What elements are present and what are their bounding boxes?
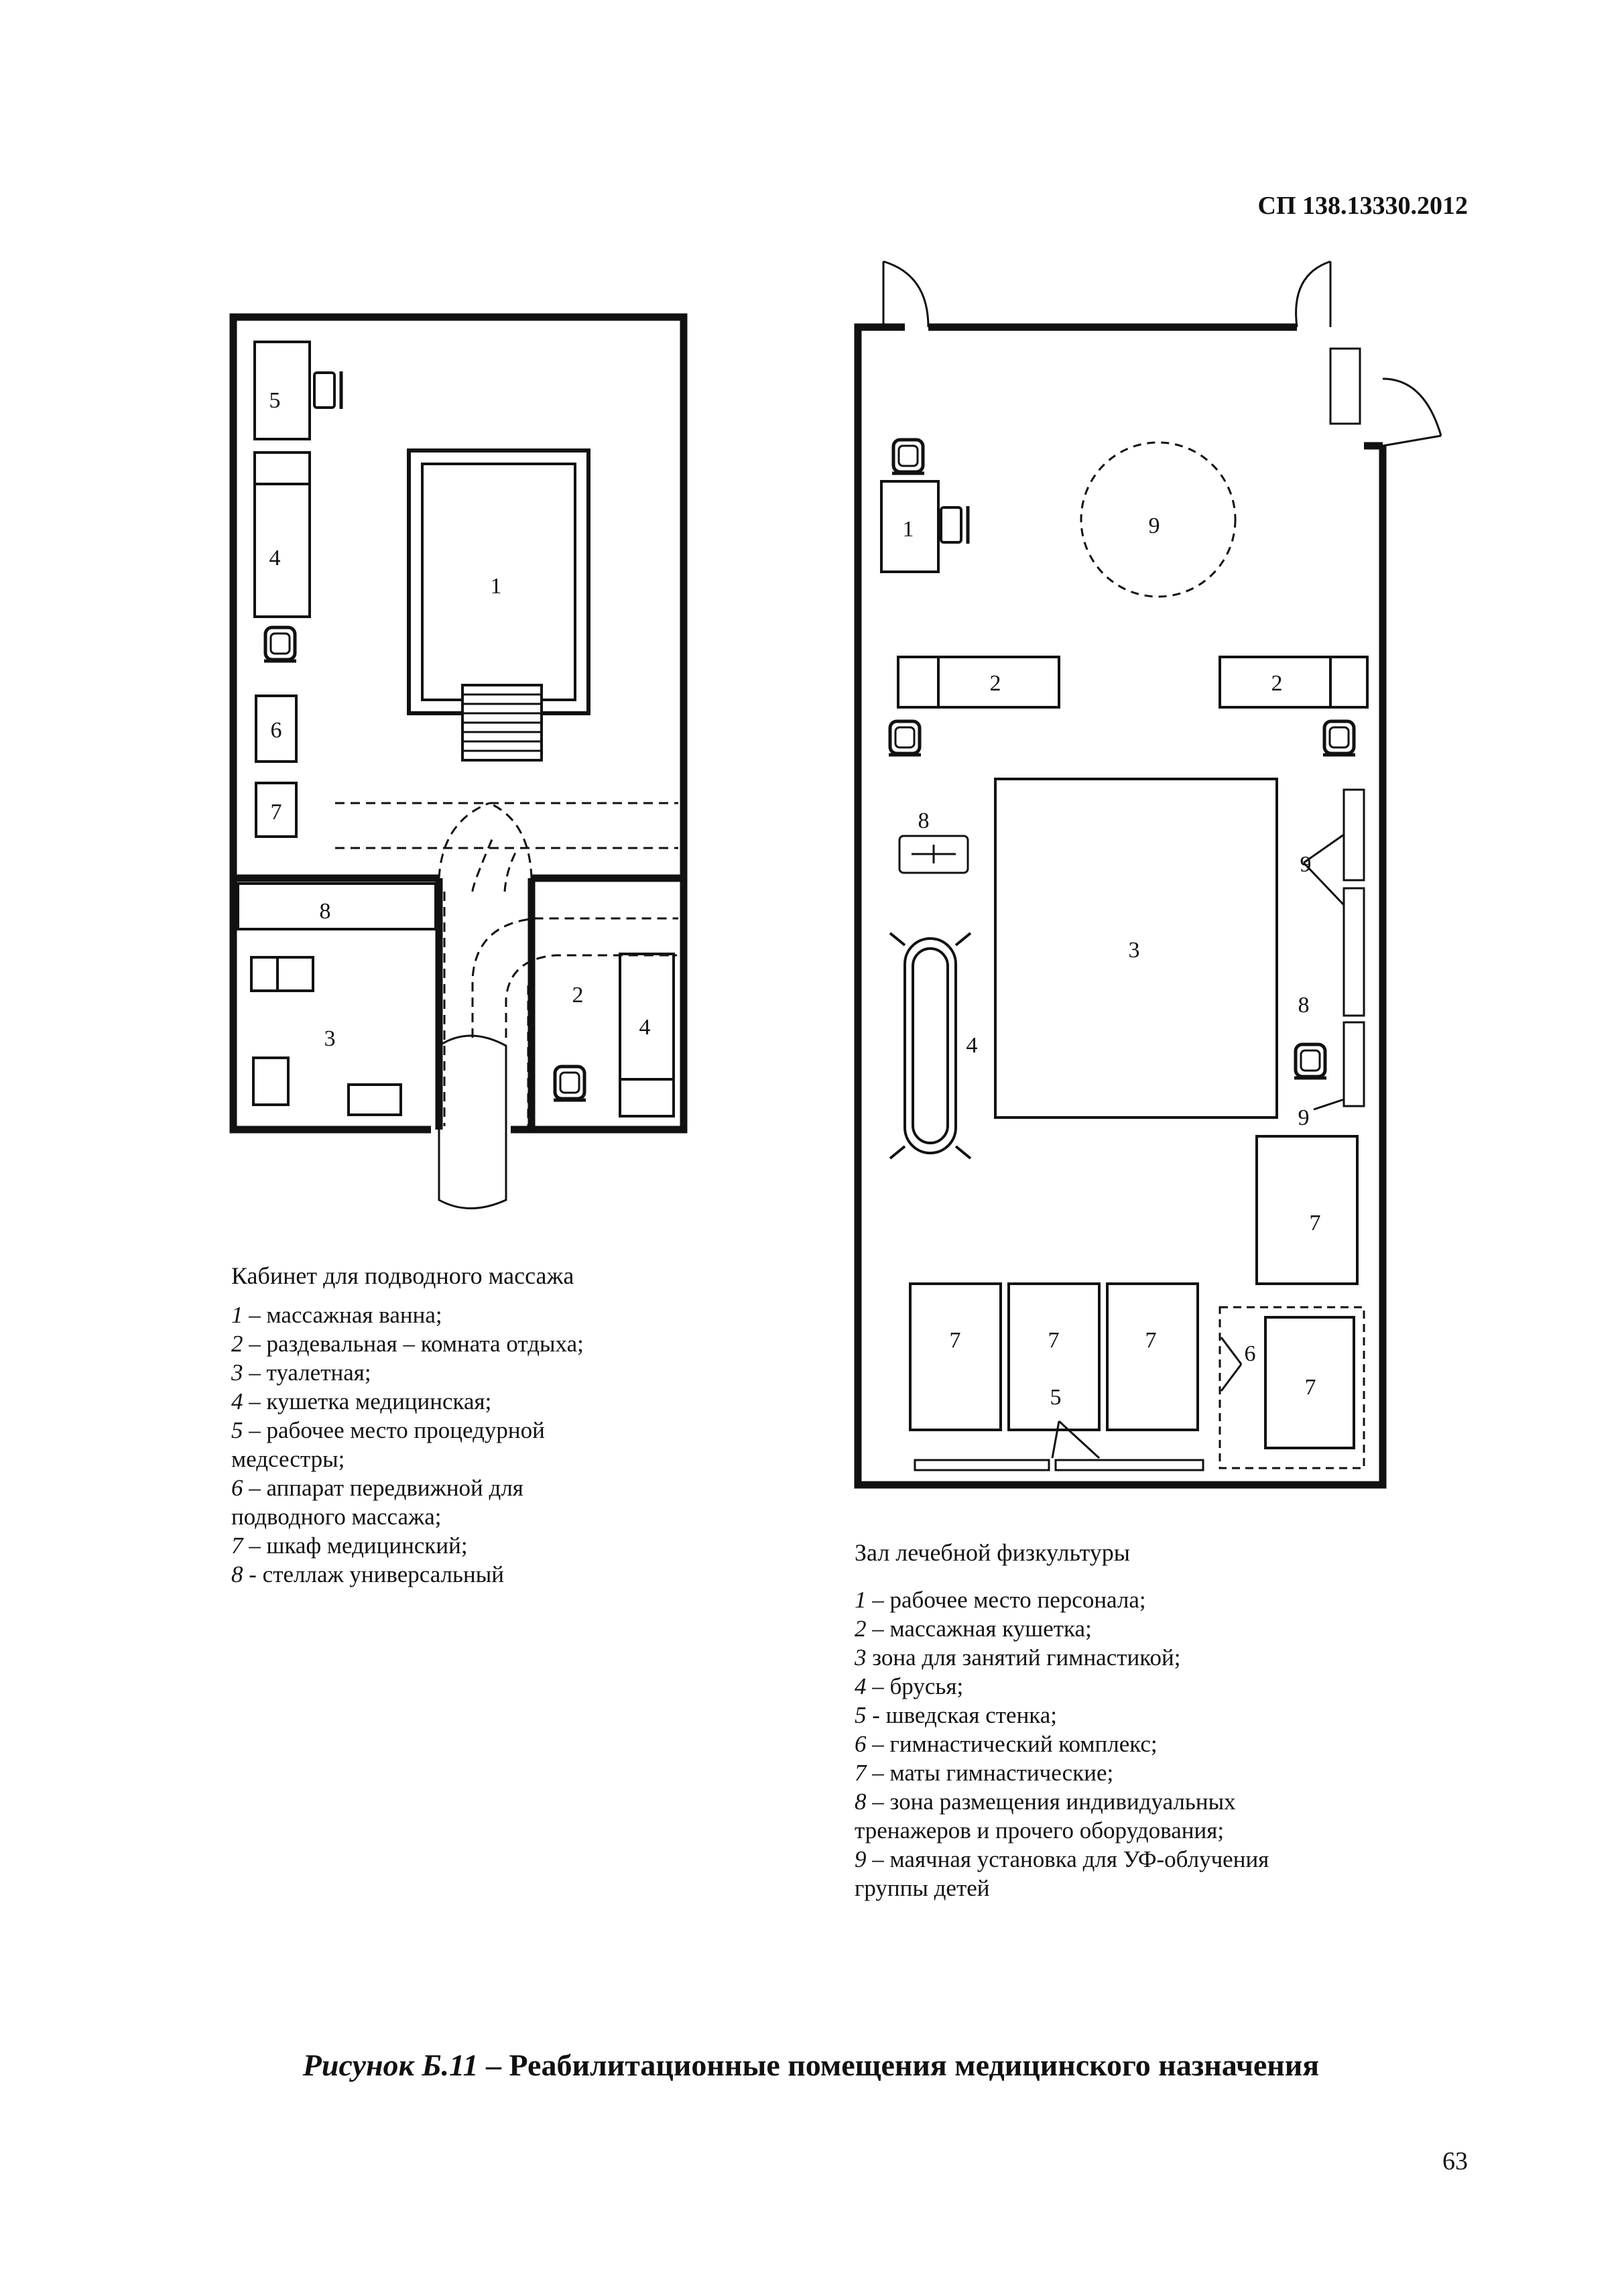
plan-left-label: 4: [639, 1015, 651, 1040]
plan-right-label: 8: [918, 808, 930, 833]
legend-item: [231, 1416, 647, 1445]
plan-right-label: 2: [989, 671, 1001, 696]
legend-number: 1: [855, 1587, 867, 1613]
plan-right-label: 7: [1048, 1328, 1060, 1353]
legend-text: подводного массажа;: [231, 1504, 442, 1530]
plan-right-legend: [855, 1585, 1431, 1902]
plan-right-walls: [858, 327, 1383, 1485]
legend-text: – маты гимнастические;: [872, 1760, 1114, 1786]
plan-right-label: 7: [949, 1328, 961, 1353]
legend-item: [855, 1787, 1431, 1816]
plan-right-label: 2: [1271, 671, 1283, 696]
plan-right-label: 5: [1050, 1385, 1062, 1410]
legend-text: – брусья;: [872, 1673, 964, 1699]
legend-item: [231, 1560, 647, 1589]
legend-item: [231, 1301, 647, 1329]
legend-text: – гимнастический комплекс;: [872, 1731, 1158, 1757]
plan-right-label: 7: [1145, 1328, 1157, 1353]
legend-number: 5: [855, 1702, 867, 1728]
legend-number: 3: [231, 1360, 243, 1386]
figure-caption: [0, 2050, 1622, 2081]
universal-shelf: [238, 884, 436, 929]
legend-text: зона для занятий гимнастикой;: [872, 1644, 1181, 1671]
plan-right-label: 9: [1148, 513, 1160, 538]
plan-right-label: 7: [1309, 1211, 1321, 1235]
gymnastic-complex: [1220, 1307, 1364, 1468]
figure-number: Рисунок Б.11: [302, 2048, 479, 2082]
plan-right-label: 7: [1304, 1375, 1316, 1400]
legend-number: 3: [855, 1644, 867, 1671]
plan-left-label: 1: [490, 574, 502, 599]
parallel-bars: [890, 933, 971, 1158]
pointer-lines: [1052, 1337, 1241, 1458]
massage-bath: [409, 450, 588, 760]
document-code: СП 138.13330.2012: [1257, 192, 1468, 220]
legend-number: 6: [231, 1475, 243, 1501]
legend-number: 7: [855, 1760, 867, 1786]
legend-number: 4: [231, 1388, 243, 1414]
legend-text: - шведская стенка;: [872, 1702, 1058, 1728]
plan-right-label: 1: [902, 517, 914, 542]
legend-text: – маячная установка для УФ-облучения: [872, 1846, 1269, 1872]
legend-text: - стеллаж универсальный: [249, 1561, 504, 1587]
plan-left: [233, 317, 684, 1209]
door-icon: [883, 261, 1441, 446]
legend-number: 8: [855, 1789, 867, 1815]
swedish-wall: [915, 1460, 1203, 1470]
chair-icon: [1294, 1044, 1326, 1078]
legend-text: – массажная ванна;: [249, 1302, 442, 1328]
chair-icon: [941, 506, 968, 544]
legend-number: 6: [855, 1731, 867, 1757]
cabinet: [1330, 349, 1360, 424]
chair-icon: [554, 1067, 586, 1100]
legend-text: – рабочее место персонала;: [872, 1587, 1146, 1613]
chair-icon: [889, 721, 921, 755]
legend-text: – кушетка медицинская;: [249, 1388, 492, 1414]
legend-number: 2: [231, 1331, 243, 1357]
legend-number: 2: [855, 1616, 867, 1642]
legend-item: [855, 1701, 1431, 1730]
plan-right-label: 8: [1298, 993, 1310, 1018]
legend-number: 1: [231, 1302, 243, 1328]
page-number: 63: [1442, 2147, 1468, 2175]
plan-left-label: 6: [270, 718, 282, 743]
legend-item: [855, 1730, 1431, 1758]
plan-right-label: 9: [1298, 1105, 1310, 1130]
legend-item: [855, 1585, 1431, 1614]
nurse-workplace: [255, 342, 310, 439]
plan-right: [858, 261, 1441, 1485]
legend-item: [231, 1387, 647, 1416]
legend-item: [855, 1758, 1431, 1787]
plan-right-label: 3: [1128, 938, 1140, 963]
legend-text: медсестры;: [231, 1446, 345, 1472]
legend-text: – шкаф медицинский;: [249, 1532, 468, 1559]
plan-left-label: 2: [572, 983, 584, 1008]
entrance-corridor: [439, 1036, 506, 1209]
figure-title: – Реабилитационные помещения медицинского назначения: [486, 2048, 1320, 2082]
plan-right-label: 4: [966, 1033, 978, 1058]
chair-icon: [1323, 721, 1355, 755]
plan-left-label: 3: [324, 1026, 336, 1051]
legend-item: [855, 1845, 1431, 1874]
legend-text: группы детей: [855, 1875, 990, 1901]
plan-left-legend: [231, 1301, 647, 1589]
plan-left-label: 8: [319, 899, 331, 924]
legend-text: – массажная кушетка;: [872, 1616, 1092, 1642]
legend-text: – зона размещения индивидуальных: [872, 1789, 1236, 1815]
legend-item: [231, 1329, 647, 1358]
legend-text: – рабочее место процедурной: [249, 1417, 545, 1443]
plan-left-label: 5: [269, 388, 281, 413]
legend-item: [231, 1473, 647, 1502]
legend-item: [231, 1531, 647, 1560]
medical-couch: [255, 452, 310, 617]
legend-text: – туалетная;: [249, 1360, 371, 1386]
legend-number: 7: [231, 1532, 243, 1559]
plan-left-caption: Кабинет для подводного массажа: [231, 1262, 574, 1289]
trainer-equipment: [899, 836, 968, 873]
plan-left-label: 7: [270, 800, 282, 825]
legend-number: 4: [855, 1673, 867, 1699]
legend-item: [231, 1502, 647, 1531]
legend-item: [855, 1672, 1431, 1701]
legend-text: – раздевальная – комната отдыха;: [249, 1331, 584, 1357]
legend-number: 9: [855, 1846, 867, 1872]
legend-item: [855, 1643, 1431, 1672]
legend-item: [855, 1874, 1431, 1902]
chair-icon: [892, 440, 924, 473]
legend-item: [855, 1614, 1431, 1643]
legend-item: [855, 1816, 1431, 1845]
legend-number: 8: [231, 1561, 243, 1587]
plan-left-label: 4: [269, 546, 281, 570]
plan-right-caption: Зал лечебной физкультуры: [855, 1539, 1130, 1566]
legend-text: тренажеров и прочего оборудования;: [855, 1817, 1225, 1844]
gym-mats: [910, 1136, 1357, 1448]
legend-text: – аппарат передвижной для: [249, 1475, 523, 1501]
legend-number: 5: [231, 1417, 243, 1443]
plan-right-label: 9: [1300, 852, 1312, 877]
massage-couch: [898, 657, 1367, 707]
legend-item: [231, 1445, 647, 1473]
plan-right-label: 6: [1244, 1341, 1256, 1366]
legend-item: [231, 1358, 647, 1387]
chair-icon: [314, 371, 341, 409]
chair-icon: [264, 627, 296, 661]
